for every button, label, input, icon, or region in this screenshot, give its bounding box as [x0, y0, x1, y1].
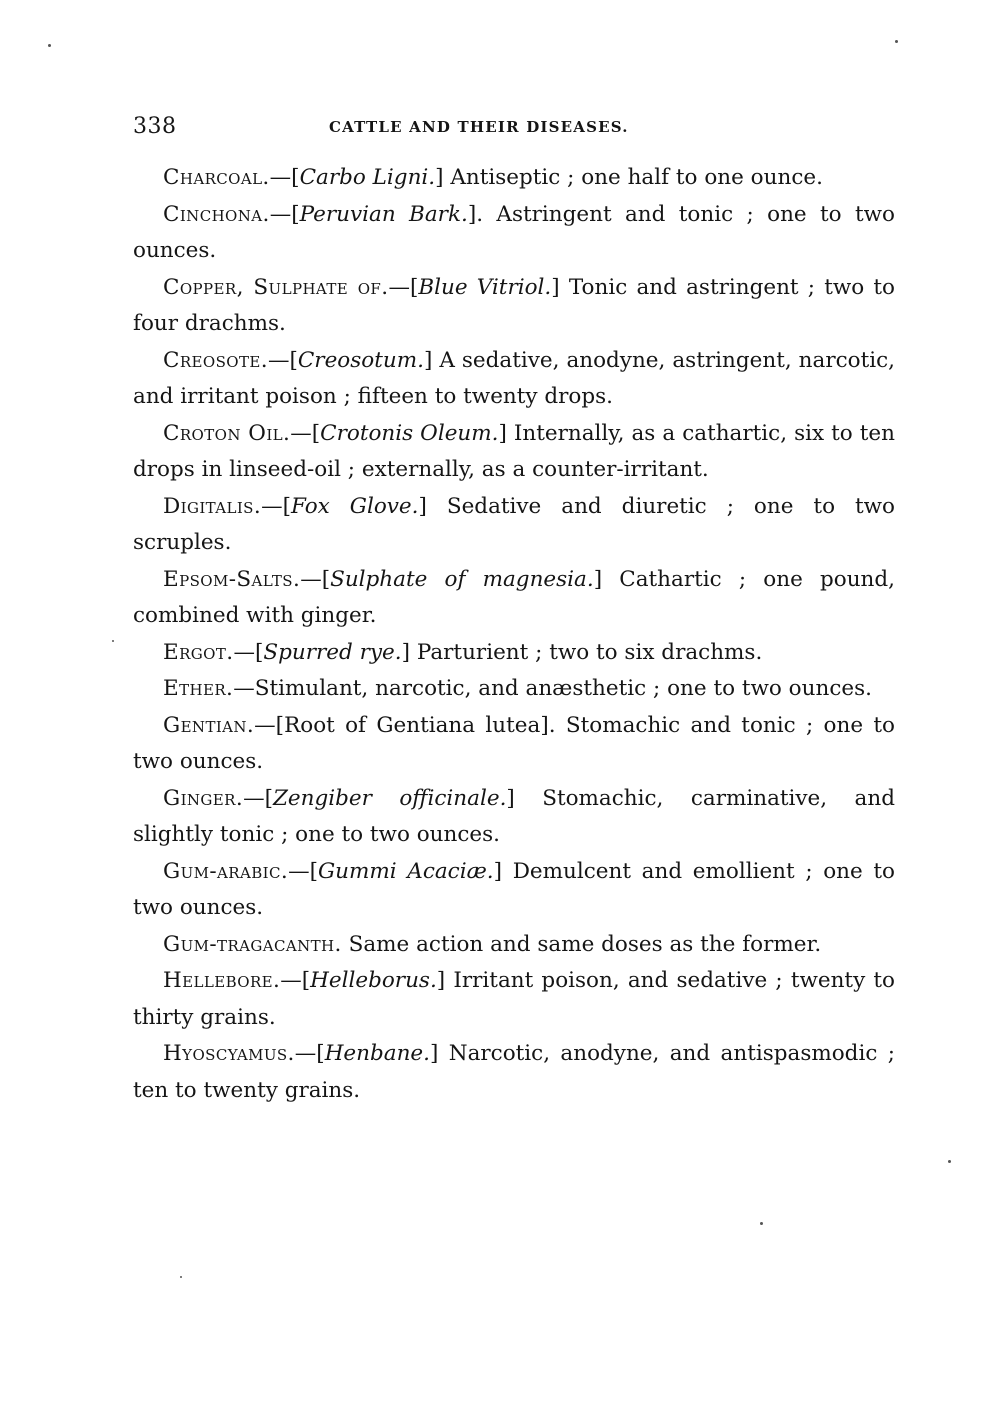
entry-term: Ginger.: [163, 785, 244, 811]
scan-speck: [180, 1276, 182, 1278]
entry-term: Copper, Sulphate of.: [163, 274, 389, 300]
entry-term: Gentian.: [163, 712, 255, 738]
entry-description: A sedative, anodyne, astringent, narcotic, and irritant poison ; fifteen to twenty drops.: [133, 347, 895, 409]
page-number: 338: [133, 114, 177, 139]
entry-ginger: Ginger.—[Zengiber officinale.] Stomachic, carminative, and slightly tonic ; one to two ounces.: [133, 785, 895, 847]
entry-term: Gum-tragacanth.: [163, 931, 342, 957]
entry-term: Creosote.: [163, 347, 268, 373]
entry-term: Hyoscyamus.: [163, 1041, 295, 1066]
entry-description: Antiseptic ; one half to one ounce.: [443, 165, 823, 190]
entry-description: Same action and same doses as the former.: [348, 931, 822, 957]
entry-description: Tonic and astringent ; two to four drachms.: [133, 274, 895, 336]
entry-term: Ergot.: [163, 639, 234, 665]
entry-gum-arabic: Gum-arabic.—[Gummi Acaciæ.] Demulcent and emollient ; one to two ounces.: [133, 858, 895, 920]
entry-latin-name: Spurred rye.: [263, 639, 402, 665]
page-header: [133, 114, 893, 144]
materia-medica-list: [133, 160, 895, 1109]
scan-speck: [895, 40, 898, 43]
entry-description: Stimulant, narcotic, and anæsthetic ; one to two ounces.: [254, 676, 872, 701]
entry-digitalis: Digitalis.—[Fox Glove.] Sedative and diuretic ; one to two scruples.: [133, 493, 895, 555]
entry-creosote: Creosote.—[Creosotum.] A sedative, anodyne, astringent, narcotic, and irritant poison ; fifteen to twenty drops.: [133, 347, 895, 409]
entry-latin-name: Creosotum.: [297, 347, 424, 373]
scan-speck: [760, 1222, 763, 1225]
entry-description: Cathartic ; one pound, combined with ginger.: [133, 566, 895, 628]
entry-latin-name: Zengiber officinale.: [272, 785, 507, 811]
scan-speck: [48, 44, 51, 47]
entry-charcoal: Charcoal.—[Carbo Ligni.] Antiseptic ; one half to one ounce.: [163, 165, 823, 190]
entry-term: Epsom-Salts.: [163, 566, 301, 592]
entry-ergot: Ergot.—[Spurred rye.] Parturient ; two to six drachms.: [163, 639, 763, 665]
entry-term: Digitalis.: [163, 493, 262, 519]
entry-description: Irritant poison, and sedative ; twenty to thirty grains.: [133, 968, 895, 1030]
entry-description: Internally, as a cathartic, six to ten drops in linseed-oil ; externally, as a counter-irritant.: [133, 420, 895, 482]
entry-latin-name: Helleborus.: [310, 968, 437, 993]
entry-hyoscyamus: Hyoscyamus.—[Henbane.] Narcotic, anodyne, and antispasmodic ; ten to twenty grains.: [133, 1041, 895, 1103]
entry-latin-name: Blue Vitriol.: [418, 274, 552, 300]
entry-term: Cinchona.: [163, 201, 270, 227]
entry-description: Narcotic, anodyne, and antispasmodic ; ten to twenty grains.: [133, 1041, 895, 1103]
entry-gum-tragacanth: [133, 927, 895, 964]
entry-description: . Astringent and tonic ; one to two ounces.: [133, 201, 895, 263]
entry-latin-name: Fox Glove.: [290, 493, 419, 519]
entry-latin-name: Gummi Acaciæ.: [317, 858, 494, 884]
entry-latin-name: Sulphate of magnesia.: [330, 566, 594, 592]
entry-term: Ether.: [163, 676, 234, 701]
entry-term: Hellebore.: [163, 968, 281, 993]
scan-speck: [948, 1160, 951, 1163]
entry-description: Sedative and diuretic ; one to two scruples.: [133, 493, 895, 555]
entry-latin-name: Henbane.: [324, 1041, 430, 1066]
entry-term: Charcoal.: [163, 165, 270, 190]
entry-description: Root of Gentiana lutea]. Stomachic and tonic ; one to two ounces.: [133, 712, 895, 774]
entry-description: Stomachic, carminative, and slightly tonic ; one to two ounces.: [133, 785, 895, 847]
entry-term: Gum-arabic.: [163, 858, 289, 884]
entry-description: Parturient ; two to six drachms.: [410, 639, 763, 665]
entry-hellebore: Hellebore.—[Helleborus.] Irritant poison, and sedative ; twenty to thirty grains.: [133, 968, 895, 1030]
entry-latin-name: Peruvian Bark.: [299, 201, 468, 227]
entry-epsom-salts: Epsom-Salts.—[Sulphate of magnesia.] Cathartic ; one pound, combined with ginger.: [133, 566, 895, 628]
entry-croton-oil: Croton Oil.—[Crotonis Oleum.] Internally, as a cathartic, six to ten drops in linseed-oil ; externally, as a counter-irritant.: [133, 420, 895, 482]
entry-cinchona: Cinchona.—[Peruvian Bark.]. Astringent and tonic ; one to two ounces.: [133, 201, 895, 263]
entry-description: Demulcent and emollient ; one to two ounces.: [133, 858, 895, 920]
running-title: CATTLE AND THEIR DISEASES.: [329, 118, 629, 136]
entry-latin-name: Carbo Ligni.: [299, 165, 436, 190]
entry-latin-name: Crotonis Oleum.: [320, 420, 499, 446]
entry-copper-sulphate: Copper, Sulphate of.—[Blue Vitriol.] Tonic and astringent ; two to four drachms.: [133, 274, 895, 336]
entry-term: Croton Oil.: [163, 420, 291, 446]
scan-speck: [112, 640, 114, 642]
entry-ether: Ether.—Stimulant, narcotic, and anæsthetic ; one to two ounces.: [163, 676, 872, 701]
entry-gentian: Gentian.—[Root of Gentiana lutea]. Stomachic and tonic ; one to two ounces.: [133, 712, 895, 774]
